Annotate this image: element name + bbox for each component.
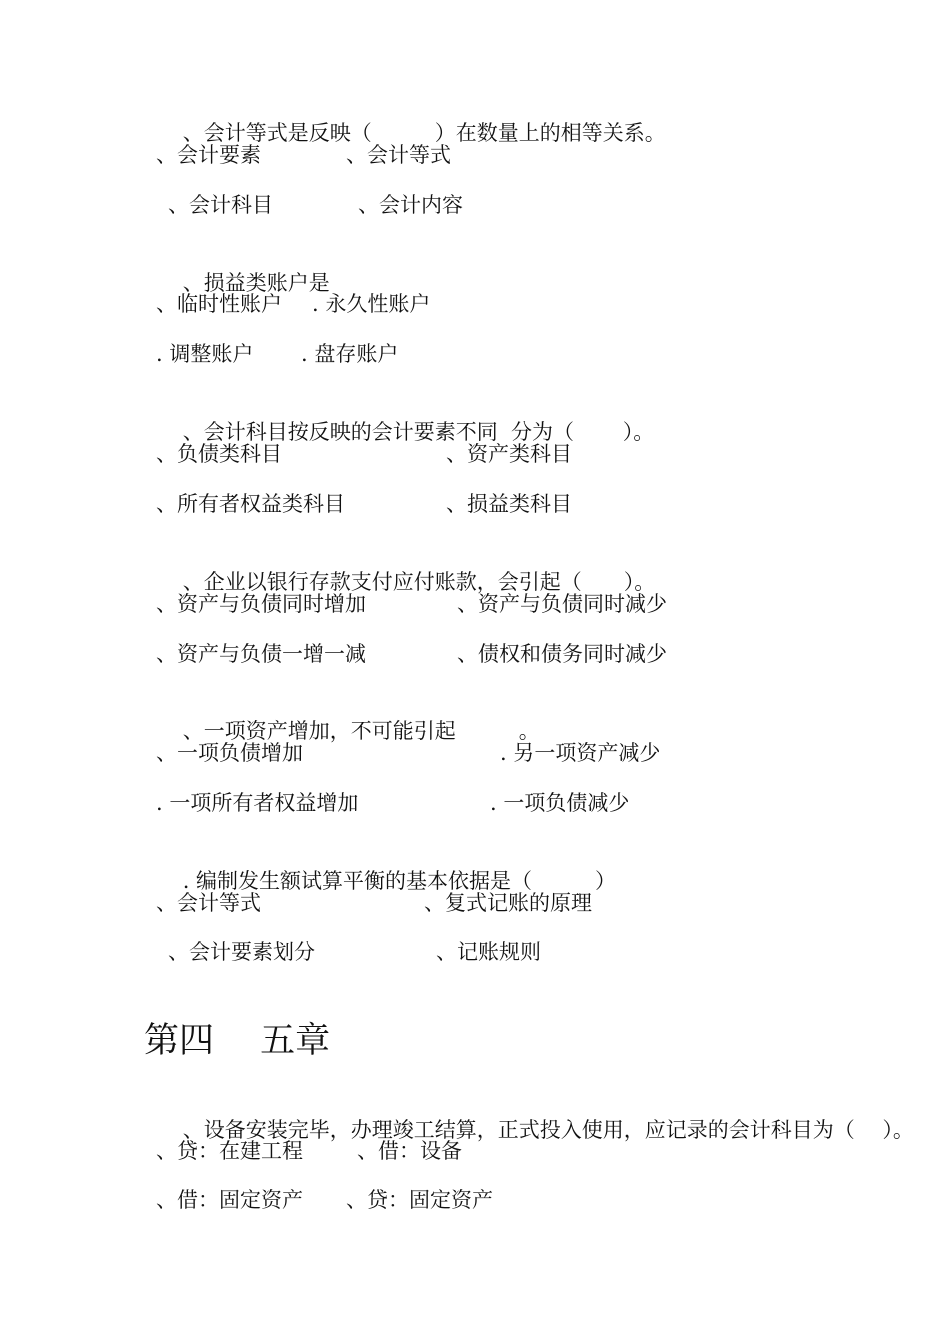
option-c: . 一项所有者权益增加: [156, 791, 359, 815]
stem-text: 、损益类账户是: [182, 271, 330, 295]
option-d: 、债权和债务同时减少: [457, 642, 667, 666]
chapter-heading: 第四 五章: [144, 1021, 331, 1061]
option-b: 、借：设备: [357, 1139, 462, 1163]
stem-text: 、设备安装完毕，办理竣工结算，正式投入使用，应记录的会计科目为（ ）。: [182, 1118, 914, 1142]
option-d: 、贷：固定资产: [346, 1188, 493, 1212]
option-a: 、临时性账户: [156, 292, 282, 316]
option-a: 、贷：在建工程: [156, 1139, 303, 1163]
question-7-options-cd: [156, 1186, 493, 1298]
option-a: 、资产与负债同时增加: [156, 592, 366, 616]
option-c: 、借：固定资产: [156, 1188, 303, 1212]
stem-text: . 编制发生额试算平衡的基本依据是（ ）: [182, 869, 617, 893]
option-b: 、资产类科目: [446, 442, 572, 466]
option-a: 、负债类科目: [156, 442, 282, 466]
option-b: 、资产与负债同时减少: [457, 592, 667, 616]
option-d: 、会计内容: [358, 193, 463, 217]
option-b: 、会计等式: [346, 143, 451, 167]
option-c: 、所有者权益类科目: [156, 492, 345, 516]
stem-text: 、一项资产增加，不可能引起 。: [182, 719, 540, 743]
stem-text: 、会计科目按反映的会计要素不同 分为（ ）。: [182, 420, 655, 444]
option-b: . 永久性账户: [312, 292, 431, 316]
option-d: 、损益类科目: [446, 492, 572, 516]
option-c: 、会计科目: [168, 193, 273, 217]
option-a: 、一项负债增加: [156, 741, 303, 765]
stem-text: 、会计等式是反映（ ）在数量上的相等关系。: [182, 121, 666, 145]
option-c: . 调整账户: [156, 342, 254, 366]
option-d: 、记账规则: [436, 940, 541, 964]
option-a: 、会计要素: [156, 143, 261, 167]
option-b: 、复式记账的原理: [424, 891, 592, 915]
option-c: 、资产与负债一增一减: [156, 642, 366, 666]
stem-text: 、企业以银行存款支付应付账款，会引起（ ）。: [182, 570, 656, 594]
option-d: . 盘存账户: [301, 342, 399, 366]
option-a: 、会计等式: [156, 891, 261, 915]
option-d: . 一项负债减少: [490, 791, 630, 815]
option-c: 、会计要素划分: [168, 940, 315, 964]
option-b: . 另一项资产减少: [500, 741, 661, 765]
